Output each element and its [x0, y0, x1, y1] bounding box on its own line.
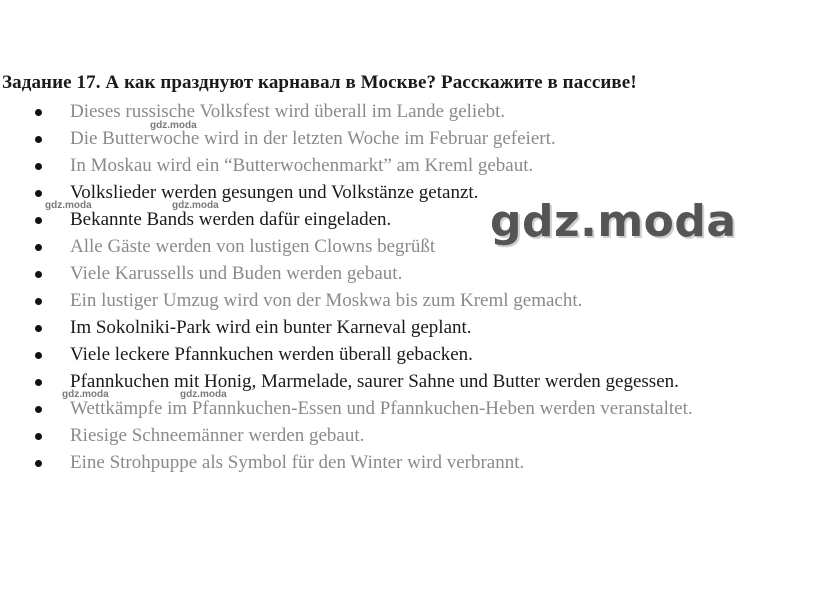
bullet-icon	[35, 244, 42, 251]
watermark-small: gdz.moda	[172, 200, 219, 211]
list-item-text: Riesige Schneemänner werden gebaut.	[70, 425, 365, 446]
bullet-icon	[35, 406, 42, 413]
list-item-text: Viele leckere Pfannkuchen werden überall gebacken.	[70, 344, 473, 365]
list-item-text: Ein lustiger Umzug wird von der Moskwa bis zum Kreml gemacht.	[70, 290, 583, 311]
list-item-text: Dieses russische Volksfest wird überall im Lande geliebt.	[70, 101, 506, 122]
bullet-icon	[35, 190, 42, 197]
task-title: Задание 17. А как празднуют карнавал в Москве? Расскажите в пассиве!	[2, 72, 637, 93]
bullet-icon	[35, 460, 42, 467]
bullet-icon	[35, 271, 42, 278]
list-item-text: Bekannte Bands werden dafür eingeladen.	[70, 209, 392, 230]
watermark-large: gdz.moda	[490, 196, 737, 247]
list-item-text: Pfannkuchen mit Honig, Marmelade, saurer Sahne und Butter werden gegessen.	[70, 371, 679, 392]
bullet-icon	[35, 325, 42, 332]
list-item-text: Viele Karussells und Buden werden gebaut.	[70, 263, 403, 284]
watermark-small: gdz.moda	[180, 389, 227, 400]
watermark-small: gdz.moda	[150, 120, 197, 131]
list-item-text: Wettkämpfe im Pfannkuchen-Essen und Pfannkuchen-Heben werden veranstaltet.	[70, 398, 693, 419]
list-item-text: Im Sokolniki-Park wird ein bunter Karneval geplant.	[70, 317, 472, 338]
bullet-icon	[35, 352, 42, 359]
bullet-icon	[35, 298, 42, 305]
list-item-text: Alle Gäste werden von lustigen Clowns begrüßt	[70, 236, 436, 257]
bullet-icon	[35, 136, 42, 143]
bullet-icon	[35, 433, 42, 440]
watermark-small: gdz.moda	[45, 200, 92, 211]
list-item-text: In Moskau wird ein “Butterwochenmarkt” am Kreml gebaut.	[70, 155, 534, 176]
bullet-icon	[35, 163, 42, 170]
bullet-icon	[35, 217, 42, 224]
bullet-icon	[35, 109, 42, 116]
bullet-icon	[35, 379, 42, 386]
list-item-text: Volkslieder werden gesungen und Volkstänze getanzt.	[70, 182, 479, 203]
list-item-text: Eine Strohpuppe als Symbol für den Winter wird verbrannt.	[70, 452, 525, 473]
list-item-text: Die Butterwoche wird in der letzten Woche im Februar gefeiert.	[70, 128, 556, 149]
watermark-small: gdz.moda	[62, 389, 109, 400]
